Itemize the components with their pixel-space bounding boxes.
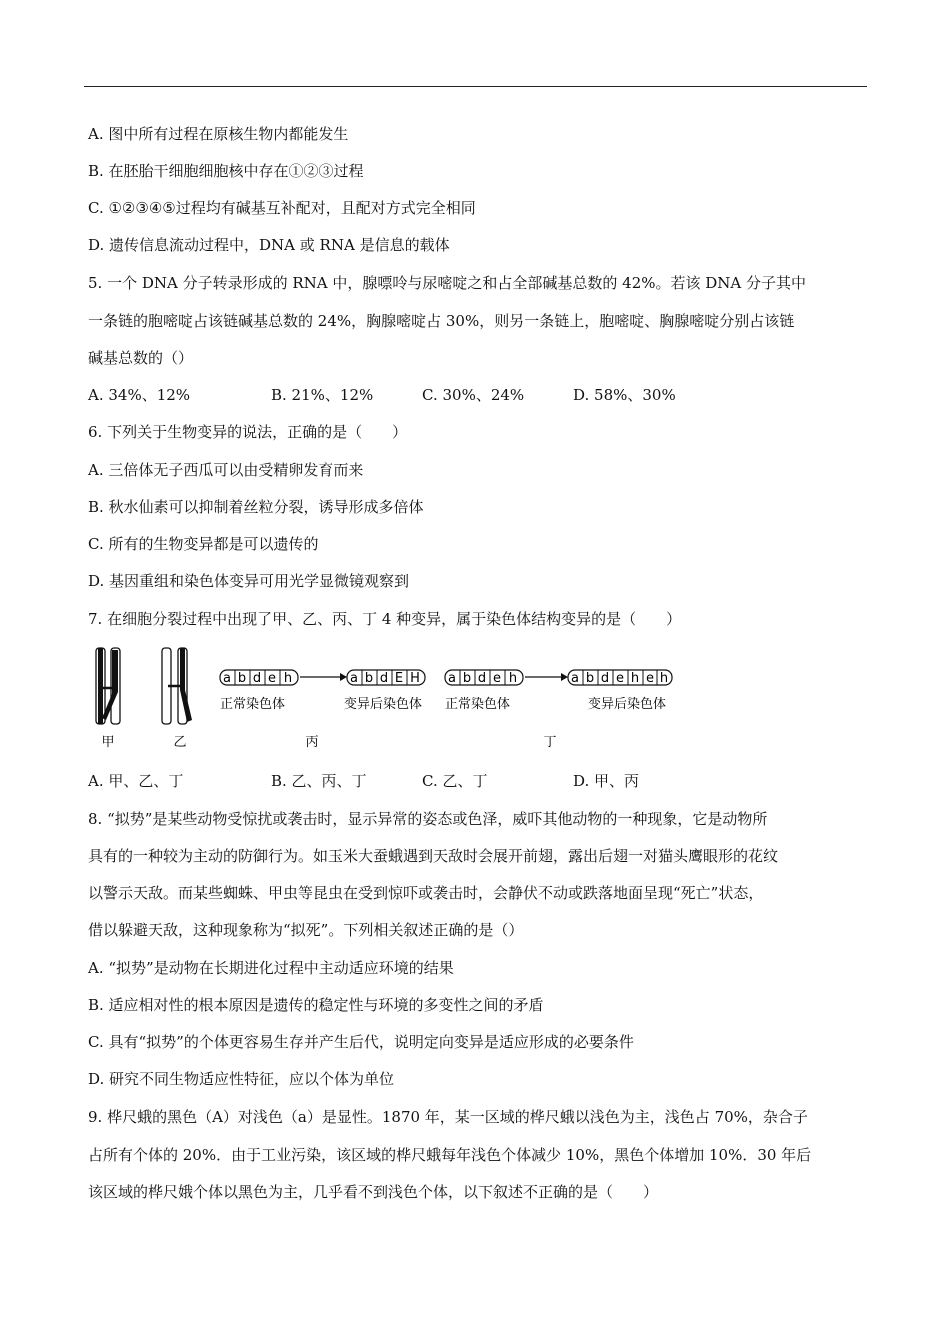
q5-stem-line3: 碱基总数的（）: [88, 349, 194, 367]
chromosome-pair-jia: [96, 648, 120, 724]
gene: e: [268, 671, 276, 686]
q8-stem-line1: 8. “拟势”是某些动物受惊扰或袭击时，显示异常的姿态或色泽，威吓其他动物的一种现象，它是动物所: [88, 810, 768, 828]
q9-stem-line3: 该区域的桦尺娥个体以黑色为主，几乎看不到浅色个体，以下叙述不正确的是（ ）: [88, 1183, 659, 1201]
q9-stem-line2: 占所有个体的 20%．由于工业污染，该区域的桦尺蛾每年浅色个体减少 10%，黑色个体增加 10%．30 年后: [88, 1146, 812, 1164]
q7-option-d: D. 甲、丙: [573, 772, 640, 790]
chromosome-pair-yi: [162, 648, 192, 724]
q6-option-a: A. 三倍体无子西瓜可以由受精卵发育而来: [88, 461, 364, 479]
q4-option-d: D. 遗传信息流动过程中，DNA 或 RNA 是信息的载体: [88, 236, 450, 254]
gene: H: [410, 671, 420, 686]
ding-after-chromosome: [568, 670, 672, 686]
bing-after-chromosome: [347, 670, 425, 686]
q8-option-d: D. 研究不同生物适应性特征，应以个体为单位: [88, 1070, 395, 1088]
q7-stem: 7. 在细胞分裂过程中出现了甲、乙、丙、丁 4 种变异，属于染色体结构变异的是（ ）: [88, 610, 682, 628]
gene: b: [237, 671, 247, 686]
q5-option-a: A. 34%、12%: [88, 386, 191, 404]
ding-normal-label: 正常染色体: [445, 697, 511, 712]
q5-option-c: C. 30%、24%: [422, 386, 525, 404]
gene: d: [252, 671, 262, 686]
ding-arrowhead: [561, 673, 568, 681]
q8-stem-line4: 借以躲避天敌，这种现象称为“拟死”。下列相关叙述正确的是（）: [88, 921, 524, 939]
q5-option-b: B. 21%、12%: [271, 386, 374, 404]
gene: b: [364, 671, 374, 686]
gene: h: [283, 671, 293, 686]
q8-option-c: C. 具有“拟势”的个体更容易生存并产生后代，说明定向变异是适应形成的必要条件: [88, 1033, 634, 1051]
gene: h: [508, 671, 518, 686]
q8-option-a: A. “拟势”是动物在长期进化过程中主动适应环境的结果: [88, 959, 454, 977]
gene: a: [571, 671, 579, 686]
q7-option-a: A. 甲、乙、丁: [88, 772, 184, 790]
gene: b: [462, 671, 472, 686]
gene: d: [600, 671, 610, 686]
q6-option-c: C. 所有的生物变异都是可以遗传的: [88, 535, 319, 553]
gene: a: [448, 671, 456, 686]
bing-mutated-label: 变异后染色体: [344, 697, 423, 712]
gene: a: [350, 671, 358, 686]
q8-stem-line2: 具有的一种较为主动的防御行为。如玉米大蚕蛾遇到天敌时会展开前翅，露出后翅一对猫头鹰眼形的花纹: [88, 847, 779, 865]
gene: e: [493, 671, 501, 686]
q6-option-b: B. 秋水仙素可以抑制着丝粒分裂，诱导形成多倍体: [88, 498, 424, 516]
q6-option-d: D. 基因重组和染色体变异可用光学显微镜观察到: [88, 572, 410, 590]
gene: e: [616, 671, 624, 686]
q8-stem-line3: 以警示天敌。而某些蜘蛛、甲虫等昆虫在受到惊吓或袭击时，会静伏不动或跌落地面呈现“死亡”状态，: [88, 884, 764, 902]
bing-before-chromosome: [220, 670, 298, 686]
q7-chromosome-figure: [88, 640, 688, 755]
gene: E: [394, 671, 404, 686]
q7-option-c: C. 乙、丁: [422, 772, 488, 790]
q4-option-b: B. 在胚胎干细胞细胞核中存在①②③过程: [88, 162, 364, 180]
q4-option-c: C. ①②③④⑤过程均有碱基互补配对，且配对方式完全相同: [88, 199, 476, 217]
header-rule: [84, 86, 867, 87]
gene: a: [223, 671, 231, 686]
gene: e: [646, 671, 654, 686]
q8-option-b: B. 适应相对性的根本原因是遗传的稳定性与环境的多变性之间的矛盾: [88, 996, 544, 1014]
q5-stem-line1: 5. 一个 DNA 分子转录形成的 RNA 中，腺嘌呤与尿嘧啶之和占全部碱基总数的 42%。若该 DNA 分子其中: [88, 274, 807, 292]
gene: d: [379, 671, 389, 686]
gene: b: [585, 671, 595, 686]
q4-option-a: A. 图中所有过程在原核生物内都能发生: [88, 125, 349, 143]
q6-stem: 6. 下列关于生物变异的说法，正确的是（ ）: [88, 423, 408, 441]
q5-stem-line2: 一条链的胞嘧啶占该链碱基总数的 24%，胸腺嘧啶占 30%，则另一条链上，胞嘧啶、胸腺嘧啶分别占该链: [88, 312, 795, 330]
label-bing: 丙: [305, 735, 319, 750]
gene: h: [630, 671, 640, 686]
q9-stem-line1: 9. 桦尺蛾的黑色（A）对浅色（a）是显性。1870 年，某一区域的桦尺蛾以浅色为主，浅色占 70%，杂合子: [88, 1108, 808, 1126]
q7-option-b: B. 乙、丙、丁: [271, 772, 367, 790]
bing-normal-label: 正常染色体: [220, 697, 286, 712]
q5-option-d: D. 58%、30%: [573, 386, 676, 404]
label-jia: 甲: [101, 735, 115, 750]
gene: h: [659, 671, 669, 686]
ding-before-chromosome: [445, 670, 523, 686]
ding-mutated-label: 变异后染色体: [588, 697, 667, 712]
label-yi: 乙: [173, 735, 187, 750]
bing-arrowhead: [340, 673, 347, 681]
gene: d: [477, 671, 487, 686]
label-ding: 丁: [543, 735, 557, 750]
